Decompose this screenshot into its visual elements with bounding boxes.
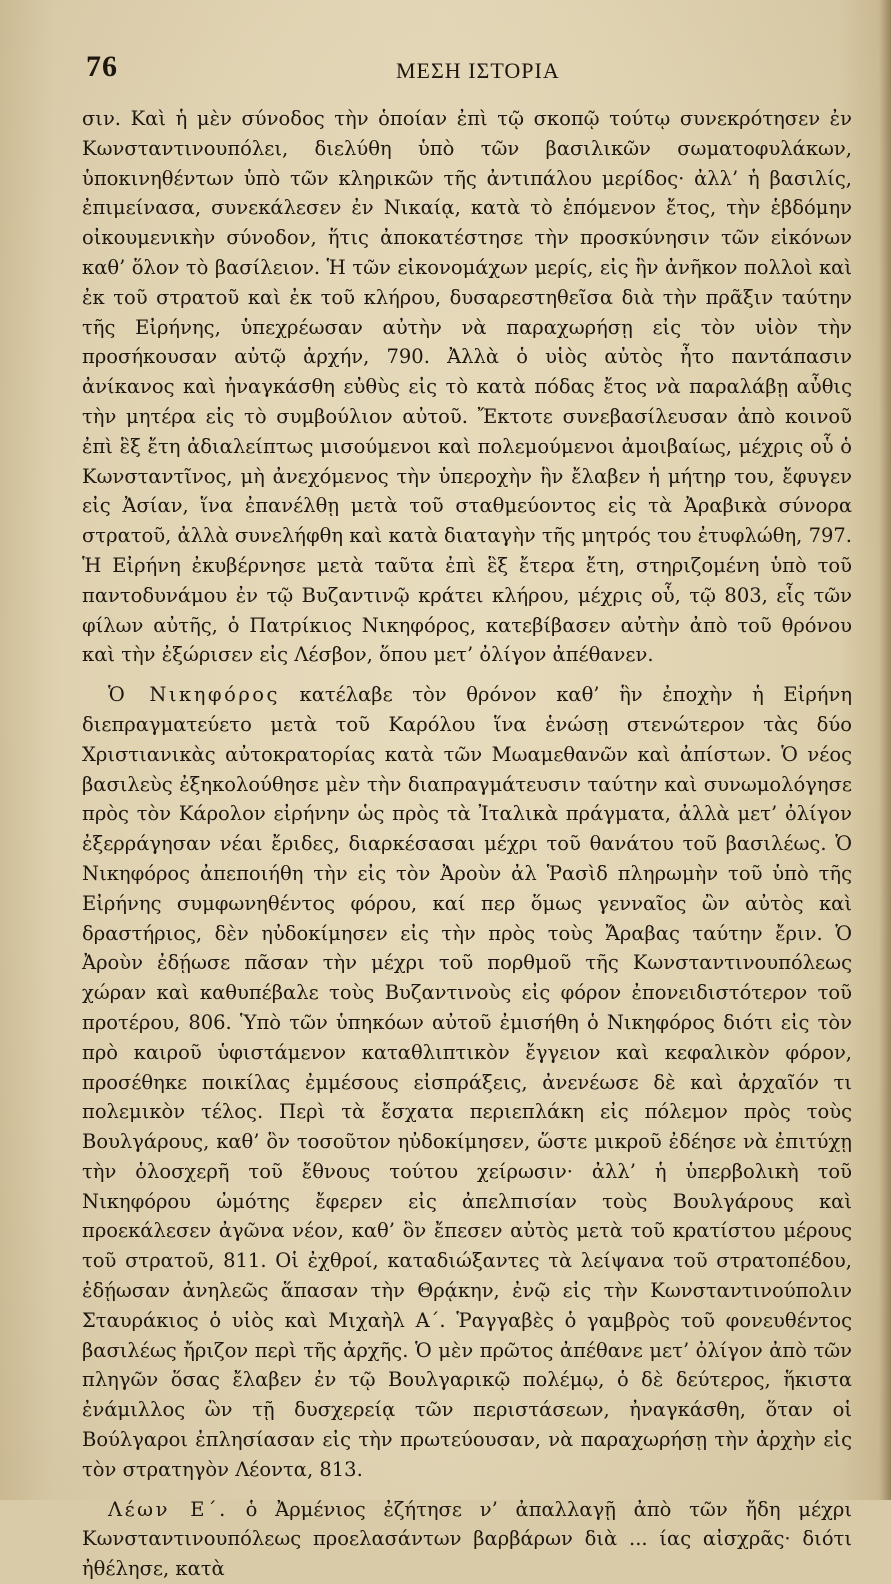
page-number: 76 — [86, 50, 118, 83]
paragraph-lead-name: Ὁ Νικηφόρος — [108, 683, 280, 707]
paragraph-text: κατέλαβε τὸν θρόνον καθ’ ἣν ἐποχὴν ἡ Εἰρήνη διεπραγματεύετο μετὰ τοῦ Καρόλου ἵνα ἑνώσῃ στενώτερον τὰς δύο Χριστιανικὰς αὐτοκρατορίας κατὰ τῶν Μωαμεθανῶν καὶ ἀπίστων. Ὁ νέος βασιλεὺς ἐξηκολούθησε μὲν τὴν διαπραγμάτευσιν ταύτην καὶ συνωμολόγησε πρὸς τὸν Κάρολον εἰρήνην ὡς πρὸς τὰ Ἰταλικὰ πράγματα, ἀλλὰ μετ’ ὀλίγον ἐξερράγησαν νέαι ἔριδες, διαρκέσασαι μέχρι τοῦ θανάτου τοῦ βασιλέως. Ὁ Νικηφόρος ἀπεποιήθη τὴν εἰς τὸν Ἀροὺν ἀλ Ῥασὶδ πληρωμὴν τοῦ ὑπὸ τῆς Εἰρήνης συμφωνηθέντος φόρου, καί περ ὅμως γενναῖος ὢν αὐτὸς καὶ δραστήριος, δὲν ηὐδοκίμησεν εἰς τὴν πρὸς τοὺς Ἄραβας ταύτην ἔριν. Ὁ Ἀροὺν ἐδῄωσε πᾶσαν τὴν μέχρι τοῦ πορθμοῦ τῆς Κωνσταντινουπόλεως χώραν καὶ καθυπέβαλε τοὺς Βυζαντινοὺς εἰς φόρον ἐπονειδιστότερον τοῦ προτέρου, 806. Ὑπὸ τῶν ὑπηκόων αὐτοῦ ἐμισήθη ὁ Νικηφόρος διότι εἰς τὸν πρὸ καιροῦ ὑφιστάμενον καταθλιπτικὸν ἔγγειον καὶ κεφαλικὸν φόρον, προσέθηκε ποικίλας ἐμμέσους εἰσπράξεις, ἀνενέωσε δὲ καὶ ἀρχαῖόν τι πολεμικὸν τέλος. Περὶ τὰ ἔσχατα περιεπλάκη εἰς πόλεμον πρὸς τοὺς Βουλγάρους, καθ’ ὃν τοσοῦτον ηὐδοκίμησεν, ὥστε μικροῦ ἐδέησε νὰ ἐπιτύχῃ τὴν ὁλοσχερῆ τοῦ ἔθνους τούτου χείρωσιν· ἀλλ’ ἡ ὑπερβολικὴ τοῦ Νικηφόρου ὠμότης ἔφερεν εἰς ἀπελπισίαν τοὺς Βουλγάρους καὶ προεκάλεσεν ἀγῶνα νέον, καθ’ ὃν ἔπεσεν αὐτὸς μετὰ τοῦ κρατίστου μέρους τοῦ στρατοῦ, 811. Οἱ ἐχθροί, καταδιώξαντες τὰ λείψανα τοῦ στρατοπέδου, ἐδῄωσαν ἀνηλεῶς ἅπασαν τὴν Θρᾴκην, ἐνῷ εἰς τὴν Κωνσταντινούπολιν Σταυράκιος ὁ υἱὸς καὶ Μιχαὴλ Α΄. Ῥαγγαβὲς ὁ γαμβρὸς τοῦ φονευθέντος βασιλέως ἤριζον περὶ τῆς ἀρχῆς. Ὁ μὲν πρῶτος ἀπέθανε μετ’ ὀλίγον ἀπὸ τῶν πληγῶν ὅσας ἔλαβεν ἐν τῷ Βουλγαρικῷ πολέμῳ, ὁ δὲ δεύτερος, ἥκιστα ἐνάμιλλος ὢν τῇ δυσχερείᾳ τῶν περιστάσεων, ἠναγκάσθη, ὅταν οἱ Βούλγαροι ἐπλησίασαν εἰς τὴν πρωτεύουσαν, νὰ παραχωρήσῃ τὴν ἀρχὴν εἰς τὸν στρατηγὸν Λέοντα, 813. — [82, 683, 852, 1481]
paragraph-text: σιν. Καὶ ἡ μὲν σύνοδος τὴν ὁποίαν ἐπὶ τῷ σκοπῷ τούτῳ συνεκρότησεν ἐν Κωνσταντινουπόλει, διελύθη ὑπὸ τῶν βασιλικῶν σωματοφυλάκων, ὑποκινηθέντων ὑπὸ τῶν κληρικῶν τῆς ἀντιπάλου μερίδος· ἀλλ’ ἡ βασιλίς, ἐπιμείνασα, συνεκάλεσεν ἐν Νικαίᾳ, κατὰ τὸ ἑπόμενον ἔτος, τὴν ἑβδόμην οἰκουμενικὴν σύνοδον, ἥτις ἀποκατέστησε τὴν προσκύνησιν τῶν εἰκόνων καθ’ ὅλον τὸ βασίλειον. Ἡ τῶν εἰκονομάχων μερίς, εἰς ἣν ἀνῆκον πολλοὶ καὶ ἐκ τοῦ στρατοῦ καὶ ἐκ τοῦ κλήρου, δυσαρεστηθεῖσα διὰ τὴν πρᾶξιν ταύτην τῆς Εἰρήνης, ὑπεχρέωσαν αὐτὴν νὰ παραχωρήσῃ εἰς τὸν υἱὸν τὴν προσήκουσαν αὐτῷ ἀρχήν, 790. Ἀλλὰ ὁ υἱὸς αὐτὸς ἦτο παντάπασιν ἀνίκανος καὶ ἠναγκάσθη εὐθὺς εἰς τὸ κατὰ πόδας ἔτος νὰ παραλάβῃ αὖθις τὴν μητέρα εἰς τὸ συμβούλιον αὐτοῦ. Ἔκτοτε συνεβασίλευσαν ἀπὸ κοινοῦ ἐπὶ ἓξ ἔτη ἀδιαλείπτως μισούμενοι καὶ πολεμούμενοι ἀμοιβαίως, μέχρις οὗ ὁ Κωνσταντῖνος, μὴ ἀνεχόμενος τὴν ὑπεροχὴν ἣν ἔλαβεν ἡ μήτηρ του, ἔφυγεν εἰς Ἀσίαν, ἵνα ἐπανέλθῃ μετὰ τοῦ σταθμεύοντος εἰς τὰ Ἀραβικὰ σύνορα στρατοῦ, ἀλλὰ συνελήφθη καὶ κατὰ διαταγὴν τῆς μητρός του ἐτυφλώθη, 797. Ἡ Εἰρήνη ἐκυβέρνησε μετὰ ταῦτα ἐπὶ ἓξ ἔτερα ἔτη, στηριζομένη ὑπὸ τοῦ παντοδυνάμου ἐν τῷ Βυζαντινῷ κράτει κλήρου, μέχρις οὗ, τῷ 803, εἷς τῶν φίλων αὐτῆς, ὁ Πατρίκιος Νικηφόρος, κατεβίβασεν αὐτὴν ἀπὸ τοῦ θρόνου καὶ τὴν ἐξώρισεν εἰς Λέσβον, ὅπου μετ’ ὀλίγον ἀπέθανεν. — [82, 107, 852, 667]
paragraph-text: ὁ Ἀρμένιος ἐζήτησε ν’ ἀπαλλαγῇ ἀπὸ τῶν ἤδη μέχρι Κωνσταντινουπόλεως προελασάντων βαρβάρων διὰ ... ίας αἰσχρᾶς· διότι ἠθέλησε, κατὰ — [82, 1497, 852, 1581]
paragraph-lead-name: Λέων Ε΄. — [108, 1497, 228, 1521]
body-text — [82, 104, 852, 1584]
running-title: ΜΕΣΗ ΙΣΤΟΡΙΑ — [396, 58, 560, 83]
paragraph-2 — [82, 680, 852, 1485]
paragraph-3 — [82, 1495, 852, 1584]
paragraph-1 — [82, 104, 852, 670]
page-header — [78, 50, 848, 94]
page-edge-shadow — [879, 0, 891, 1500]
